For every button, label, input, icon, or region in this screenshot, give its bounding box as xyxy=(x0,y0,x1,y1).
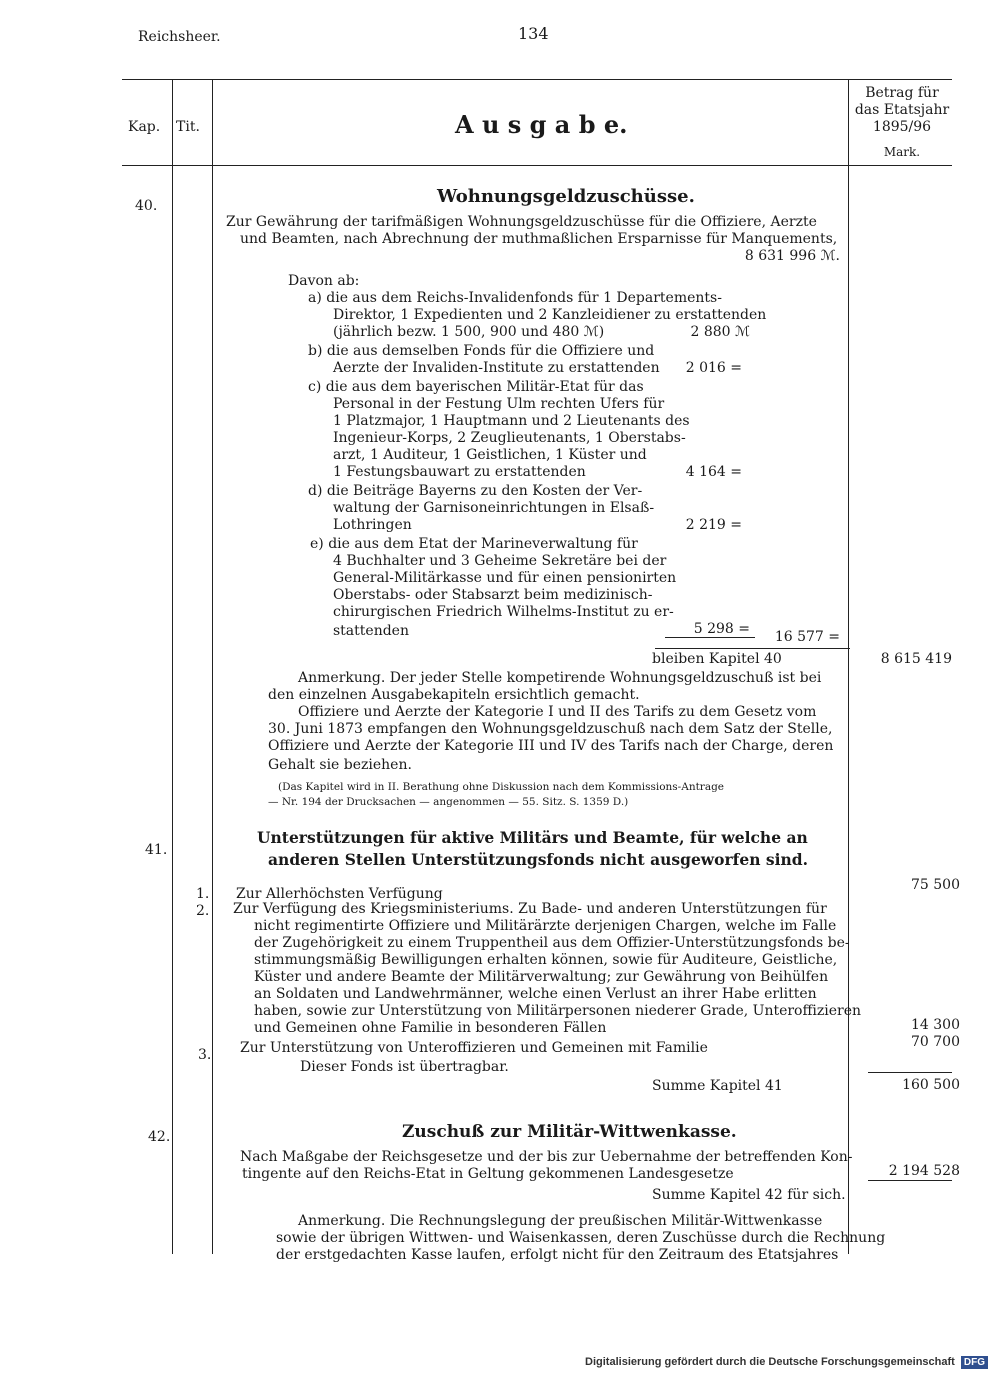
kap40-total-rule xyxy=(655,648,850,649)
kap41-title-l2: anderen Stellen Unterstützungsfonds nicht ausgeworfen sind. xyxy=(268,850,808,869)
kap40-item-e-l3: General-Militärkasse und für einen pensionirten xyxy=(333,570,677,586)
kap40-abzug-total: 16 577 = xyxy=(774,629,840,645)
kap40-item-e-l2: 4 Buchhalter und 3 Geheime Sekretäre bei der xyxy=(333,553,667,569)
kap41-tit1-text: Zur Allerhöchsten Verfügung xyxy=(236,886,443,902)
table-top-rule xyxy=(122,79,952,80)
dfg-credit xyxy=(585,1356,988,1369)
kap40-item-e-l6: stattenden xyxy=(333,623,409,639)
kap40-item-d-l2: waltung der Garnisoneinrichtungen in Elsaß- xyxy=(333,500,655,516)
kap40-item-e-l1: e) die aus dem Etat der Marineverwaltung für xyxy=(310,536,638,552)
kap40-anm-l4: 30. Juni 1873 empfangen den Wohnungsgeldzuschuß nach dem Satz der Stelle, xyxy=(268,721,833,737)
kap40-note-l1: (Das Kapitel wird in II. Berathung ohne Diskussion nach dem Kommissions-Antrage xyxy=(278,781,725,793)
kap40-title: Wohnungsgeldzuschüsse. xyxy=(437,186,695,207)
kap42-amount: 2 194 528 xyxy=(888,1163,960,1179)
kap40-item-a-l1: a) die aus dem Reichs-Invalidenfonds für 1 Departements- xyxy=(308,290,722,306)
kap40-item-a-amount: 2 880 ℳ xyxy=(690,324,750,340)
dfg-credit-text: Digitalisierung gefördert durch die Deutsche Forschungsgemeinschaft xyxy=(585,1356,955,1368)
col-tit-header: Tit. xyxy=(176,119,200,135)
kap42-anm-l2: sowie der übrigen Wittwen- und Waisenkassen, deren Zuschüsse durch die Rechnung xyxy=(276,1230,886,1246)
kap40-item-e-l4: Oberstabs- oder Stabsarzt beim medizinisch- xyxy=(333,587,653,603)
col-ausgabe-header: A u s g a b e. xyxy=(455,110,628,139)
kap40-item-c-l5: arzt, 1 Auditeur, 1 Geistlichen, 1 Küster und xyxy=(333,447,647,463)
kap40-item-d-l1: d) die Beiträge Bayerns zu den Kosten der Ver- xyxy=(308,483,643,499)
kap41-tit2-l1: Zur Verfügung des Kriegsministeriums. Zu Bade- und anderen Unterstützungen für xyxy=(233,901,827,917)
kap40-anm-l3: Offiziere und Aerzte der Kategorie I und II des Tarifs zu dem Gesetz vom xyxy=(298,704,817,720)
kap40-intro-sum: 8 631 996 ℳ. xyxy=(744,248,840,264)
kap40-anm-l1: Anmerkung. Der jeder Stelle kompetirende Wohnungsgeldzuschuß ist bei xyxy=(298,670,822,686)
kap41-tit3-l2: Dieser Fonds ist übertragbar. xyxy=(300,1059,509,1075)
kap42-l2: tingente auf den Reichs-Etat in Geltung gekommenen Landesgesetze xyxy=(242,1166,734,1182)
kap41-summe: Summe Kapitel 41 xyxy=(652,1078,783,1094)
col-amount-header-l2: das Etatsjahr xyxy=(854,102,950,118)
col-divider-amount xyxy=(848,79,849,1254)
kap41-tit2: 2. xyxy=(196,903,210,919)
kap42-summe: Summe Kapitel 42 für sich. xyxy=(652,1187,846,1203)
kap41-tit3-l1: Zur Unterstützung von Unteroffizieren und Gemeinen mit Familie xyxy=(240,1040,708,1056)
kap41-tit2-l4: stimmungsmäßig Bewilligungen erhalten können, sowie für Auditeure, Geistliche, xyxy=(254,952,838,968)
col-amount-header-l3: 1895/96 xyxy=(872,119,932,135)
kap40-amount: 8 615 419 xyxy=(880,651,952,667)
kap40-item-c-l4: Ingenieur-Korps, 2 Zeuglieutenants, 1 Oberstabs- xyxy=(333,430,686,446)
kap40-item-a-l2: Direktor, 1 Expedienten und 2 Kanzleidiener zu erstattenden xyxy=(333,307,767,323)
kap41-number: 41. xyxy=(145,842,168,858)
kap40-item-d-l3: Lothringen xyxy=(333,517,412,533)
col-amount-unit: Mark. xyxy=(883,145,921,159)
kap40-item-b-l2: Aerzte der Invaliden-Institute zu erstattenden xyxy=(333,360,660,376)
page-number: 134 xyxy=(518,24,549,43)
kap40-item-c-amount: 4 164 = xyxy=(685,464,742,480)
col-amount-header-l1: Betrag für xyxy=(865,85,939,101)
kap40-item-e-l5: chirurgischen Friedrich Wilhelms-Institut zu er- xyxy=(333,604,674,620)
kap42-l1: Nach Maßgabe der Reichsgesetze und der bis zur Uebernahme der betreffenden Kon- xyxy=(240,1149,853,1165)
kap41-tit1-amount: 75 500 xyxy=(911,877,960,893)
kap41-tit2-l3: der Zugehörigkeit zu einem Truppentheil aus dem Offizier-Unterstützungsfonds be- xyxy=(254,935,850,951)
kap40-item-a-l3: (jährlich bezw. 1 500, 900 und 480 ℳ) xyxy=(333,324,605,340)
kap41-tit3-amount: 70 700 xyxy=(911,1034,960,1050)
kap40-item-c-l1: c) die aus dem bayerischen Militär-Etat für das xyxy=(308,379,644,395)
kap40-number: 40. xyxy=(135,198,158,214)
kap40-item-c-l3: 1 Platzmajor, 1 Hauptmann und 2 Lieutenants des xyxy=(333,413,690,429)
kap40-anm-l6: Gehalt sie beziehen. xyxy=(268,757,412,773)
kap41-sum-rule xyxy=(868,1072,952,1073)
kap42-sum-rule xyxy=(868,1180,952,1181)
kap42-number: 42. xyxy=(148,1129,171,1145)
kap40-item-d-amount: 2 219 = xyxy=(685,517,742,533)
kap40-item-e-amount: 5 298 = xyxy=(693,621,750,637)
kap42-title: Zuschuß zur Militär-Wittwenkasse. xyxy=(402,1122,737,1142)
kap42-anm-l1: Anmerkung. Die Rechnungslegung der preußischen Militär-Wittwenkasse xyxy=(298,1213,823,1229)
dfg-logo: DFG xyxy=(961,1356,988,1369)
kap41-tit2-l6: an Soldaten und Landwehrmänner, welche einen Verlust an ihrer Habe erlitten xyxy=(254,986,817,1002)
kap40-bleiben: bleiben Kapitel 40 xyxy=(652,651,782,667)
kap41-tit2-l5: Küster und andere Beamte der Militärverwaltung; zur Gewährung von Beihülfen xyxy=(254,969,829,985)
col-divider-kap xyxy=(172,79,173,1254)
kap41-title-l1: Unterstützungen für aktive Militärs und Beamte, für welche an xyxy=(257,828,808,847)
kap40-anm-l2: den einzelnen Ausgabekapiteln ersichtlich gemacht. xyxy=(268,687,640,703)
kap40-anm-l5: Offiziere und Aerzte der Kategorie III und IV des Tarifs nach der Charge, deren xyxy=(268,738,834,754)
kap41-tit1: 1. xyxy=(196,886,210,902)
col-divider-tit xyxy=(212,79,213,1254)
kap41-amount: 160 500 xyxy=(902,1077,960,1093)
col-kap-header: Kap. xyxy=(128,119,161,135)
kap41-tit2-l8: und Gemeinen ohne Familie in besonderen Fällen xyxy=(254,1020,607,1036)
kap40-intro-l1: Zur Gewährung der tarifmäßigen Wohnungsgeldzuschüsse für die Offiziere, Aerzte xyxy=(226,214,817,230)
kap42-anm-l3: der erstgedachten Kasse laufen, erfolgt nicht für den Zeitraum des Etatsjahres xyxy=(276,1247,839,1263)
kap40-item-b-amount: 2 016 = xyxy=(685,360,742,376)
kap40-item-c-l2: Personal in der Festung Ulm rechten Ufers für xyxy=(333,396,665,412)
kap40-note-l2: — Nr. 194 der Drucksachen — angenommen — 55. Sitz. S. 1359 D.) xyxy=(268,796,629,808)
kap40-davon-ab: Davon ab: xyxy=(288,273,360,289)
kap40-subtotal-rule xyxy=(665,637,755,638)
running-head: Reichsheer. xyxy=(138,29,221,45)
kap40-item-b-l1: b) die aus demselben Fonds für die Offiziere und xyxy=(308,343,655,359)
table-header-rule xyxy=(122,165,952,166)
kap40-intro-l2: und Beamten, nach Abrechnung der muthmaßlichen Ersparnisse für Manquements, xyxy=(240,231,838,247)
kap41-tit2-amount: 14 300 xyxy=(911,1017,960,1033)
kap40-item-c-l6: 1 Festungsbauwart zu erstattenden xyxy=(333,464,586,480)
kap41-tit2-l7: haben, sowie zur Unterstützung von Militärpersonen niederer Grade, Unteroffizieren xyxy=(254,1003,862,1019)
kap41-tit2-l2: nicht regimentirte Offiziere und Militärärzte derjenigen Chargen, welche im Falle xyxy=(254,918,837,934)
kap41-tit3: 3. xyxy=(198,1047,212,1063)
